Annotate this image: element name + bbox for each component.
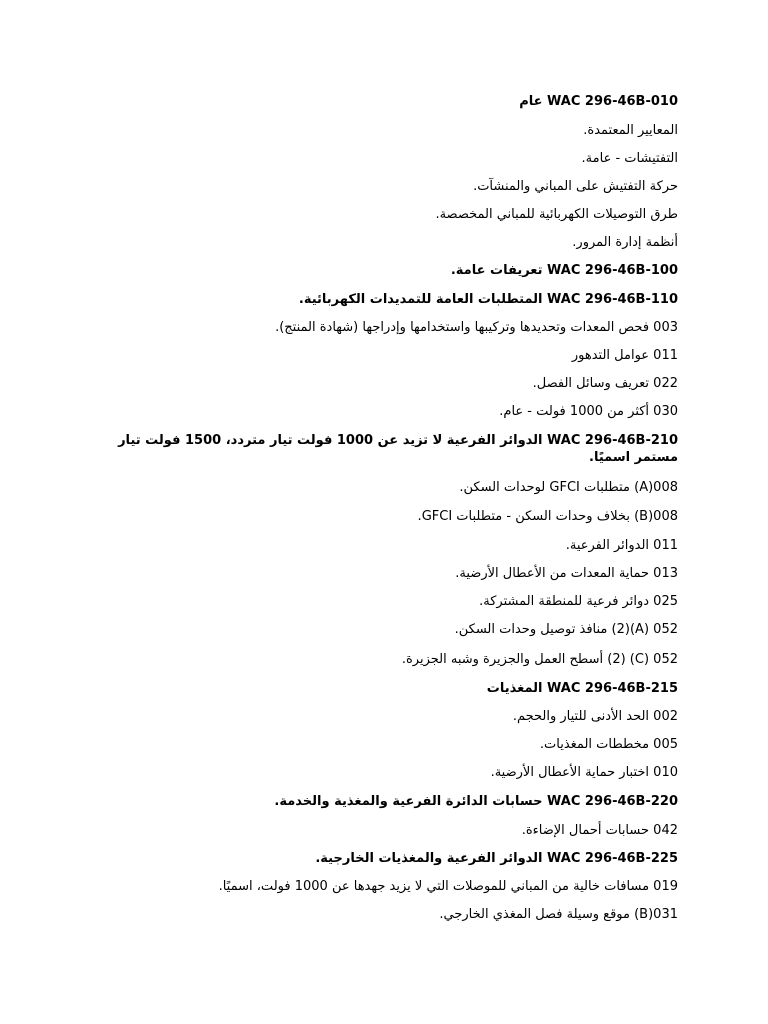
list-item: 052 (A)(2) منافذ توصيل وحدات السكن. (454, 622, 678, 637)
list-item: 031(B) موقع وسيلة فصل المغذي الخارجي. (439, 907, 678, 922)
list-item: 002 الحد الأدنى للتيار والحجم. (512, 709, 678, 724)
list-item: 010 اختبار حماية الأعطال الأرضية. (490, 765, 678, 780)
list-item: 013 حماية المعدات من الأعطال الأرضية. (455, 566, 678, 581)
list-item: 042 حسابات أحمال الإضاءة. (521, 823, 678, 838)
list-item: 003 فحص المعدات وتحديدها وتركيبها واستخدامها وإدراجها (شهادة المنتج). (275, 320, 678, 335)
list-item: المعايير المعتمدة. (583, 123, 678, 138)
section-heading: WAC 296-46B-210 الدوائر الفرعية لا تزيد عن 1000 فولت تيار متردد، 1500 فولت تيار مستمر اسميًا. (118, 433, 678, 465)
section-heading: WAC 296-46B-100 تعريفات عامة. (450, 263, 678, 278)
list-item: 005 مخططات المغذيات. (539, 737, 678, 752)
section-heading: WAC 296-46B-215 المغذيات (486, 681, 678, 696)
list-item: أنظمة إدارة المرور. (572, 235, 678, 250)
list-item: 011 الدوائر الفرعية. (565, 538, 678, 553)
section-heading: WAC 296-46B-010 عام (519, 94, 678, 109)
section-heading: WAC 296-46B-220 حسابات الدائرة الفرعية والمغذية والخدمة. (274, 794, 678, 809)
list-item: 008(B) بخلاف وحدات السكن - متطلبات GFCI. (417, 509, 678, 524)
list-item: 011 عوامل التدهور (571, 348, 678, 363)
section-heading: WAC 296-46B-225 الدوائر الفرعية والمغذيات الخارجية. (315, 851, 678, 866)
list-item: 052 (C) (2) أسطح العمل والجزيرة وشبه الجزيرة. (401, 652, 678, 667)
section-heading: WAC 296-46B-110 المتطلبات العامة للتمديدات الكهربائية. (298, 292, 678, 307)
list-item: 019 مسافات خالية من المباني للموصلات التي لا يزيد جهدها عن 1000 فولت، اسميًا. (218, 879, 678, 894)
list-item: التفتيشات - عامة. (581, 151, 678, 166)
list-item: 025 دوائر فرعية للمنطقة المشتركة. (479, 594, 678, 609)
list-item: 022 تعريف وسائل الفصل. (532, 376, 678, 391)
list-item: 008(A) متطلبات GFCI لوحدات السكن. (459, 480, 678, 495)
list-item: حركة التفتيش على المباني والمنشآت. (473, 179, 678, 194)
list-item: 030 أكثر من 1000 فولت - عام. (499, 404, 678, 419)
list-item: طرق التوصيلات الكهربائية للمباني المخصصة. (435, 207, 678, 222)
